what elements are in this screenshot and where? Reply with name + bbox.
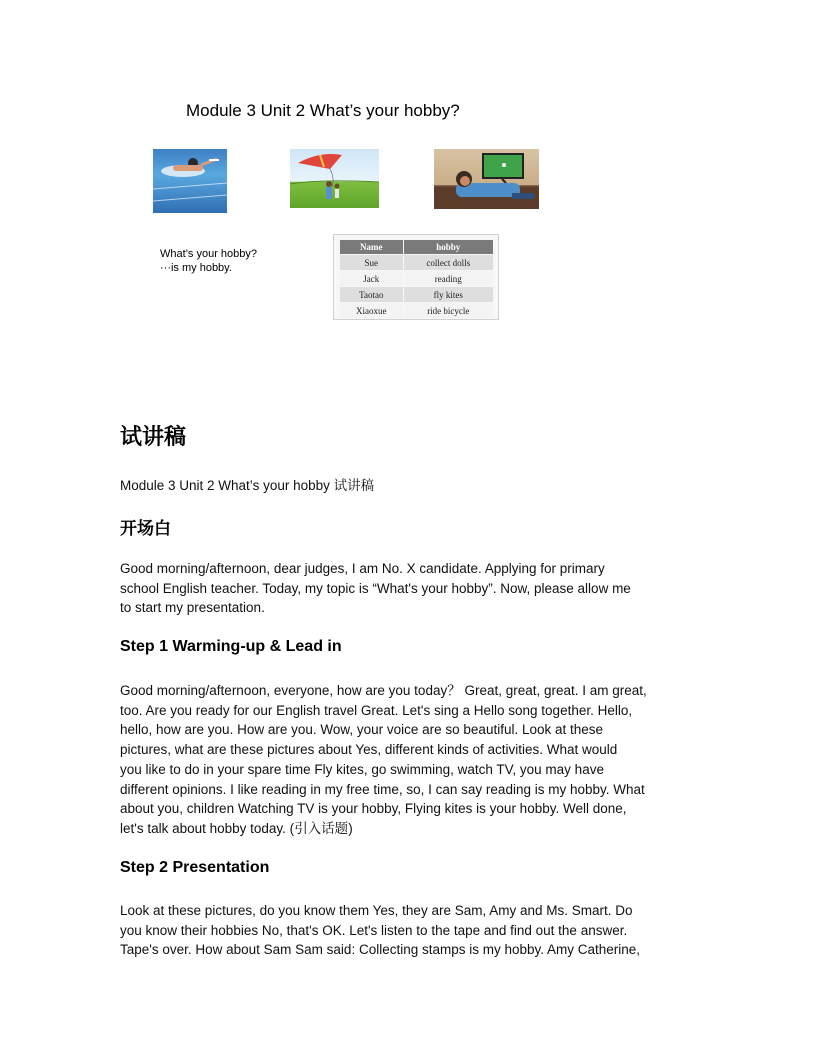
column-header-name: Name bbox=[340, 240, 404, 255]
paragraph-line: about you, children Watching TV is your hobby, Flying kites is your hobby. Well done, bbox=[120, 801, 627, 817]
table-cell: ride bicycle bbox=[403, 303, 493, 319]
line-text: ) bbox=[348, 820, 353, 836]
document-subtitle bbox=[120, 476, 374, 497]
watching-tv-picture bbox=[434, 149, 539, 209]
dialog-answer: ···is my hobby. bbox=[160, 262, 232, 274]
paragraph-line: Look at these pictures, do you know them Yes, they are Sam, Amy and Ms. Smart. Do bbox=[120, 903, 633, 918]
hobby-table-frame bbox=[333, 234, 499, 320]
paragraph-line: pictures, what are these pictures about Yes, different kinds of activities. What would bbox=[120, 742, 618, 758]
paragraph-line: school English teacher. Today, my topic is “What's your hobby”. Now, please allow me bbox=[120, 580, 631, 596]
paragraph-line: too. Are you ready for our English travel Great. Let's sing a Hello song together. Hello, bbox=[120, 702, 633, 718]
paragraph-line: hello, how are you. How are you. Wow, your voice are so beautiful. Look at these bbox=[120, 722, 604, 738]
table-cell: reading bbox=[403, 271, 493, 287]
slide-title: Module 3 Unit 2 What’s your hobby? bbox=[186, 101, 460, 120]
table-header-row bbox=[340, 240, 494, 255]
table-cell: collect dolls bbox=[403, 255, 493, 271]
paragraph-line: different opinions. I like reading in my free time, so, I can say reading is my hobby. What bbox=[120, 781, 645, 797]
column-header-hobby: hobby bbox=[403, 240, 493, 255]
table-cell: Taotao bbox=[340, 287, 404, 303]
table-cell: Xiaoxue bbox=[340, 303, 404, 319]
subtitle-chinese: 试讲稿 bbox=[333, 478, 375, 494]
kite-picture bbox=[290, 149, 379, 208]
paragraph-line: Good morning/afternoon, everyone, how are you today？ Great, great, great. I am great, bbox=[120, 683, 647, 698]
table-row bbox=[340, 271, 494, 287]
dialog-question: What’s your hobby? bbox=[160, 248, 258, 260]
table-row bbox=[340, 303, 494, 319]
table-row bbox=[340, 255, 494, 271]
hobby-table bbox=[339, 239, 494, 319]
paragraph-line: to start my presentation. bbox=[120, 600, 265, 616]
step1-paragraph bbox=[120, 681, 710, 840]
topic-intro-note: 引入话题 bbox=[294, 820, 349, 837]
opening-heading: 开场白 bbox=[120, 519, 171, 539]
line-text: let's talk about hobby today. ( bbox=[120, 820, 295, 836]
paragraph-line: Tape's over. How about Sam Sam said: Collecting stamps is my hobby. Amy Catherine, bbox=[120, 942, 641, 958]
step1-heading: Step 1 Warming-up & Lead in bbox=[120, 638, 342, 655]
table-row bbox=[340, 287, 494, 303]
swimming-picture bbox=[153, 149, 227, 213]
table-cell: Sue bbox=[340, 255, 404, 271]
paragraph-line: Good morning/afternoon, dear judges, I am No. X candidate. Applying for primary bbox=[120, 561, 605, 576]
subtitle-english: Module 3 Unit 2 What’s your hobby bbox=[120, 478, 334, 493]
table-cell: Jack bbox=[340, 271, 404, 287]
paragraph-line bbox=[120, 819, 710, 840]
dialog-text bbox=[160, 247, 257, 275]
step2-heading: Step 2 Presentation bbox=[120, 859, 270, 876]
document-heading: 试讲稿 bbox=[120, 425, 187, 450]
paragraph-line: you know their hobbies No, that's OK. Let's listen to the tape and find out the answer. bbox=[120, 922, 628, 938]
opening-paragraph bbox=[120, 559, 710, 618]
step2-paragraph bbox=[120, 901, 710, 960]
table-cell: fly kites bbox=[403, 287, 493, 303]
paragraph-line: you like to do in your spare time Fly kites, go swimming, watch TV, you may have bbox=[120, 761, 604, 777]
